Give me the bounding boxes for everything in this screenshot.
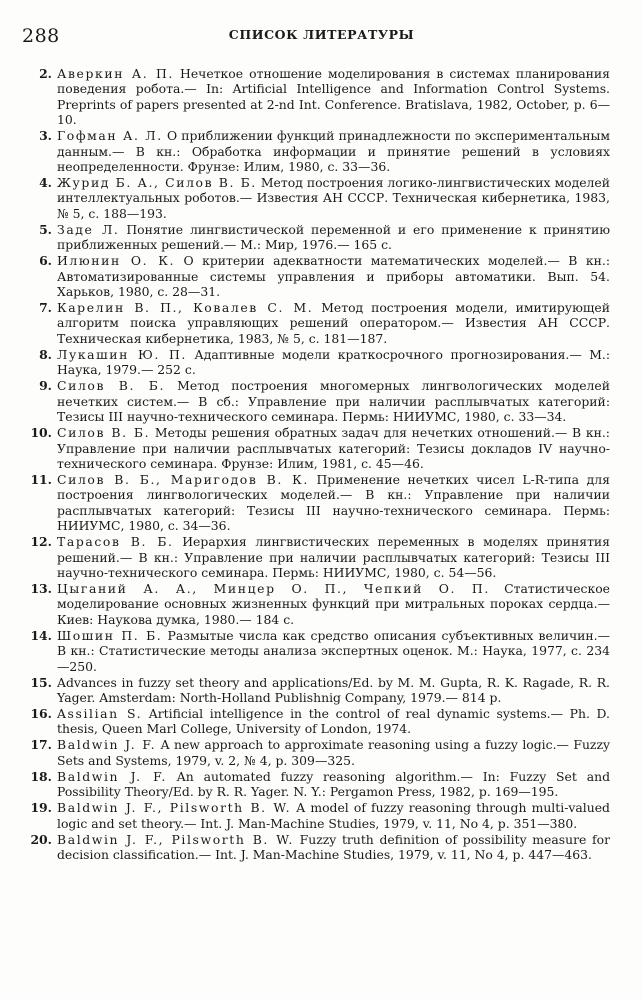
reference-author: Илюнин О. К.: [57, 253, 176, 269]
reference-number: 13.: [30, 580, 52, 596]
reference-author: Baldwin J. F., Pilsworth B. W.: [57, 800, 292, 816]
reference-author: Журид Б. А., Силов В. Б.: [57, 175, 257, 191]
reference-item: [28, 128, 610, 174]
reference-number: 14.: [30, 627, 52, 643]
reference-number: 7.: [39, 300, 52, 316]
reference-number: 11.: [30, 471, 52, 487]
reference-number: 12.: [30, 534, 52, 550]
reference-text: Нечеткое отношение моделирования в системах планирования поведения робота.— In: Artificial Intelligence and Information Control Systems. Preprints of papers presented at 2-nd Int. Conference. Bratislava, 1982, October, p. 6—10.: [57, 66, 610, 128]
reference-text: Fuzzy truth definition of possibility measure for decision classification.— Int. J. Man-Machine Studies, 1979, v. 11, No 4, p. 447—463.: [57, 831, 610, 862]
reference-number: 4.: [39, 175, 52, 191]
reference-item: [28, 706, 610, 737]
reference-item: [28, 675, 610, 706]
reference-item: [28, 832, 610, 863]
reference-author: Тарасов В. Б.: [57, 534, 174, 550]
reference-item: [28, 534, 610, 580]
reference-text: Метод построения многомерных лингвологических моделей нечетких систем.— В сб.: Управление при наличии расплывчатых категорий: Тезисы III научно-технического семинара. Пермь: НИИУМС, 1980, с. 33—34.: [57, 378, 610, 425]
reference-author: Шошин П. Б.: [57, 627, 163, 643]
reference-author: Baldwin J. F.: [57, 737, 157, 753]
reference-author: Baldwin J. F.: [57, 768, 167, 784]
reference-item: [28, 737, 610, 768]
reference-text: Применение нечетких чисел L-R-типа для построения лингвологических моделей.— В кн.: Управление при наличии расплывчатых категорий: Тезисы III научно-технического семинара. Пермь: НИИУМС, 1980, с. 34—36.: [57, 471, 610, 534]
reference-number: 16.: [30, 705, 52, 721]
reference-text: Метод построения модели, имитирующей алгоритм поиска управляющих решений оператором.— Известия АН СССР. Техническая кибернетика, 1983, № 5, с. 181—187.: [57, 300, 610, 346]
reference-number: 3.: [39, 128, 52, 144]
reference-number: 2.: [39, 66, 52, 81]
reference-text: Размытые числа как средство описания субъективных величин.— В кн.: Статистические методы анализа экспертных оценок. М.: Наука, 1977, с. 234—250.: [57, 627, 610, 674]
reference-author: Карелин В. П., Ковалев С. М.: [57, 300, 314, 316]
reference-author: Assilian S.: [57, 705, 143, 721]
reference-list: [28, 66, 610, 863]
reference-author: Силов В. Б.: [57, 425, 151, 441]
reference-item: [28, 425, 610, 471]
reference-author: Силов В. Б.: [57, 378, 166, 394]
reference-number: 18.: [30, 768, 52, 784]
reference-text: A model of fuzzy reasoning through multi-valued logic and set theory.— Int. J. Man-Machine Studies, 1979, v. 11, No 4, p. 351—380.: [57, 800, 610, 831]
reference-item: [28, 66, 610, 128]
reference-number: 6.: [39, 253, 52, 269]
reference-text: Статистическое моделирование основных жизненных функций при митральных пороках сердца.— Киев: Наукова думка, 1980.— 184 с.: [57, 580, 610, 627]
reference-text: Advances in fuzzy set theory and applications/Ed. by M. M. Gupta, R. K. Ragade, R. R. Yager. Amsterdam: North-Holland Publishnig Company, 1979.— 814 p.: [57, 674, 610, 705]
reference-item: [28, 253, 610, 299]
reference-text: О приближении функций принадлежности по экспериментальным данным.— В кн.: Обработка информации и принятие решений в условиях неопределенности. Фрунзе: Илим, 1980, с. 33—36.: [57, 128, 610, 175]
reference-item: [28, 769, 610, 800]
reference-author: Заде Л.: [57, 221, 120, 237]
reference-text: A new approach to approximate reasoning using a fuzzy logic.— Fuzzy Sets and Systems, 1979, v. 2, № 4, p. 309—325.: [57, 737, 610, 768]
reference-item: [28, 222, 610, 253]
reference-number: 9.: [39, 378, 52, 394]
reference-text: Методы решения обратных задач для нечетких отношений.— В кн.: Управление при наличии расплывчатых категорий: Тезисы докладов IV научно-технического семинара. Фрунзе: Илим, 1981, с. 45—46.: [57, 425, 610, 471]
reference-author: Аверкин А. П.: [57, 66, 174, 81]
running-head: СПИСОК ЛИТЕРАТУРЫ: [228, 27, 415, 42]
reference-author: Гофман А. Л.: [57, 128, 163, 144]
reference-text: Artificial intelligence in the control of real dynamic systems.— Ph. D. thesis, Queen Marl College, University of London, 1974.: [57, 705, 610, 737]
reference-item: [28, 175, 610, 221]
reference-number: 15.: [30, 674, 52, 690]
reference-number: 10.: [30, 425, 52, 441]
reference-text: Адаптивные модели краткосрочного прогнозирования.— М.: Наука, 1979.— 252 с.: [57, 346, 610, 378]
reference-author: Силов В. Б., Маригодов В. К.: [57, 471, 309, 487]
reference-item: [28, 378, 610, 424]
reference-item: [28, 472, 610, 534]
reference-number: 20.: [30, 831, 52, 847]
reference-text: Понятие лингвистической переменной и его применение к принятию приближенных решений.— М.: Мир, 1976.— 165 с.: [57, 221, 610, 253]
reference-item: [28, 800, 610, 831]
page-number: 288: [22, 25, 60, 47]
reference-number: 19.: [30, 800, 52, 816]
reference-author: Лукашин Ю. П.: [57, 346, 187, 362]
reference-text: О критерии адекватности математических моделей.— В кн.: Автоматизированные системы управления и приборы автоматики. Вып. 54. Харьков, 1980, с. 28—31.: [57, 253, 610, 300]
reference-author: Цыганий А. А., Минцер О. П., Чепкий О. П.: [57, 580, 490, 596]
reference-number: 8.: [39, 346, 52, 362]
reference-text: Метод построения логико-лингвистических моделей интеллектуальных роботов.— Известия АН СССР. Техническая кибернетика, 1983, № 5, с. 188—193.: [57, 175, 610, 221]
reference-item: [28, 581, 610, 627]
reference-item: [28, 347, 610, 378]
reference-number: 17.: [30, 737, 52, 753]
reference-author: Baldwin J. F., Pilsworth B. W.: [57, 831, 294, 847]
reference-number: 5.: [39, 221, 52, 237]
reference-text: Иерархия лингвистических переменных в моделях принятия решений.— В кн.: Управление при наличии расплывчатых категорий: Тезисы III научно-технического семинара. Пермь: НИИУМС, 1980, с. 54—56.: [57, 534, 610, 580]
reference-item: [28, 300, 610, 346]
reference-text: An automated fuzzy reasoning algorithm.— In: Fuzzy Set and Possibility Theory/Ed. by R. R. Yager. N. Y.: Pergamon Press, 1982, p. 169—195.: [57, 768, 610, 800]
reference-item: [28, 628, 610, 674]
